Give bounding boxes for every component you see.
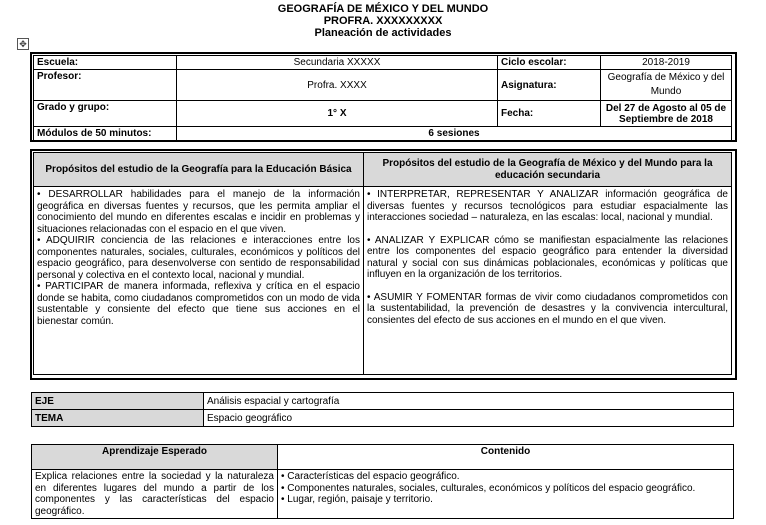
modulos-value: 6 sesiones: [177, 127, 732, 141]
tema-label: TEMA: [32, 410, 204, 427]
doc-subtitle: Planeación de actividades: [314, 27, 452, 39]
fecha-value: Del 27 de Agosto al 05 de Septiembre de 2018: [601, 101, 732, 127]
list-item: • PARTICIPAR de manera informada, reflexiva y crítica en el espacio donde se habita, como ciudadanos comprometidos con un modo de vida sustentable y consiente del efecto que tiene sus acciones en el bienestar común.: [37, 281, 360, 327]
propositos-secundaria-header: Propósitos del estudio de la Geografía de México y del Mundo para la educación secundaria: [364, 153, 732, 187]
fecha-label: Fecha:: [498, 101, 601, 127]
aprendizaje-text: Explica relaciones entre la sociedad y la naturaleza en diferentes lugares del mundo a partir de los componentes y las características del espacio geográfico.: [32, 470, 278, 519]
doc-teacher: PROFRA. XXXXXXXXX: [323, 15, 443, 27]
list-item: • DESARROLLAR habilidades para el manejo de la información geográfica en diversas fuentes y recursos, que les permita ampliar el conocimiento del mundo en diferentes escalas e incidir en problemas y situaciones relacionadas con el espacio en el que viven.: [37, 189, 360, 235]
escuela-label: Escuela:: [34, 56, 177, 70]
propositos-basica-header: Propósitos del estudio de la Geografía para la Educación Básica: [34, 153, 364, 187]
modulos-label: Módulos de 50 minutos:: [34, 127, 177, 141]
doc-title: GEOGRAFÍA DE MÉXICO Y DEL MUNDO: [277, 3, 489, 15]
ciclo-label: Ciclo escolar:: [498, 56, 601, 70]
grado-label: Grado y grupo:: [34, 101, 177, 127]
info-table: [33, 55, 732, 141]
profesor-value: Profra. XXXX: [177, 70, 498, 101]
escuela-value: Secundaria XXXXX: [177, 56, 498, 70]
asignatura-value: Geografía de México y del Mundo: [601, 70, 732, 101]
aprendizaje-table: [31, 444, 734, 519]
aprendizaje-header: Aprendizaje Esperado: [32, 445, 278, 470]
list-item: • Características del espacio geográfico.: [281, 471, 460, 482]
list-item: • ADQUIRIR conciencia de las relaciones e interacciones entre los componentes naturales, sociales, culturales, económicos y políticos del espacio geográfico, para desenvolverse con sentido de responsabilidad personal y colectiva en el contexto local, nacional y mundial.: [37, 235, 360, 281]
tema-value: Espacio geográfico: [204, 410, 734, 427]
propositos-secundaria-list: [364, 187, 732, 375]
propositos-basica-list: [34, 187, 364, 375]
list-item: • Componentes naturales, sociales, culturales, económicos y políticos del espacio geográfico.: [281, 482, 696, 494]
propositos-table: [33, 152, 732, 375]
table-move-handle-icon[interactable]: ✥: [17, 38, 29, 50]
eje-table: [31, 392, 734, 427]
eje-label: EJE: [32, 393, 204, 410]
grado-value: 1° X: [177, 101, 498, 127]
list-item: • Lugar, región, paisaje y territorio.: [281, 494, 433, 505]
profesor-label: Profesor:: [34, 70, 177, 101]
list-item: • ANALIZAR Y EXPLICAR cómo se manifiestan espacialmente las relaciones entre los componentes del espacio geográfico para entender la diversidad natural y social con sus dinámicas poblacionales, económicas y políticas que influyen en la organización de los territorios.: [367, 234, 728, 280]
list-item: • ASUMIR Y FOMENTAR formas de vivir como ciudadanos comprometidos con la sustentabilidad, la prevención de desastres y la convivencia intercultural, consientes del efecto de sus acciones en el mundo en el que viven.: [367, 291, 728, 326]
eje-value: Análisis espacial y cartografía: [204, 393, 734, 410]
asignatura-label: Asignatura:: [498, 70, 601, 101]
list-item: • INTERPRETAR, REPRESENTAR Y ANALIZAR información geográfica de diversas fuentes y recursos tecnológicos para estudiar espacialmente las interacciones sociedad – naturaleza, en las escalas: local, nacional y mundial.: [367, 189, 728, 223]
contenido-header: Contenido: [278, 445, 734, 470]
ciclo-value: 2018-2019: [601, 56, 732, 70]
contenido-list: [278, 470, 734, 519]
